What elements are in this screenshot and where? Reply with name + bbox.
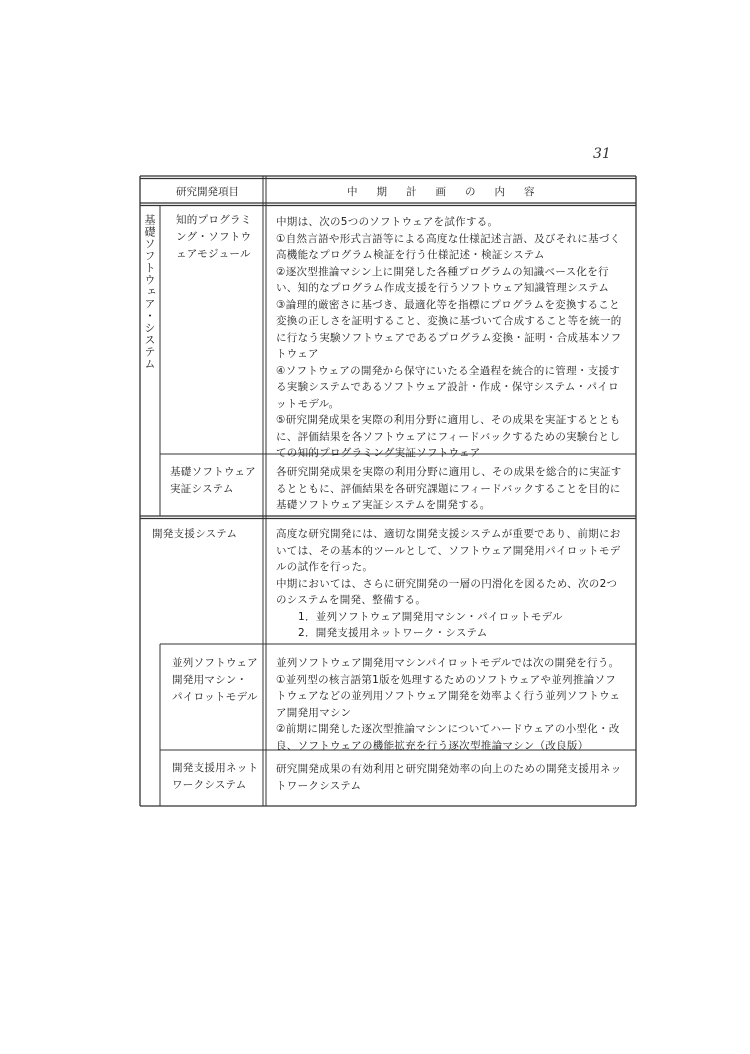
item-intelligent-programming: 知的プログラミング・ソフトウェアモジュール	[176, 214, 252, 260]
parallel-point-1: ①並列型の核言語第1版を処理するためのソフトウェアや並列推論ソフトウェアなどの並列用ソフトウェア開発を効率よく行う並列ソフトウェア開発用マシン	[276, 673, 621, 719]
parallel-intro: 並列ソフトウェア開発用マシンパイロットモデルでは次の開発を行う。	[276, 657, 620, 669]
dev-support-list-item: 2．開発支援用ネットワーク・システム	[298, 627, 488, 639]
dev-support-intro-1: 高度な研究開発には、適切な開発支援システムが重要であり、前期においては、その基本的ツールとして、ソフトウェア開発用パイロットモデルの試作を行った。	[276, 528, 621, 573]
header-plan-label: 中期計画の内容	[347, 186, 554, 198]
plan-point-4: ④ソフトウェアの開発から保守にいたる全過程を統合的に管理・支援する実験システムであるソフトウェア設計・作成・保守システム・パイロットモデル。	[276, 364, 621, 410]
dev-support-intro-2: 中期においては、さらに研究開発の一層の円滑化を図るため、次の2つのシステムを開発、整備する。	[276, 577, 618, 606]
plan-point-3: ③論理的厳密さに基づき、最適化等を指標にプログラムを変換すること変換の正しさを証明すること、変換に基づいて合成すること等を統一的に行なう実験ソフトウェアであるプログラム変換・証明・合成基本ソフトウェア	[276, 298, 622, 360]
item-basic-software-demo: 基礎ソフトウェア実証システム	[170, 466, 256, 495]
parallel-point-2: ②前期に開発した逐次型推論マシンについてハードウェアの小型化・改良、ソフトウェアの機能拡充を行う逐次型推論マシン（改良版）	[276, 723, 620, 752]
page-number: 31	[593, 146, 611, 162]
item-dev-network: 開発支援用ネットワークシステム	[172, 762, 259, 791]
plan-basic-software-demo: 各研究開発成果を実際の利用分野に適用し、その成果を総合的に実証するとともに、評価結果を各研究課題にフィードバックすることを目的に基礎ソフトウェア実証システムを開発する。	[276, 466, 622, 511]
plan-intro: 中期は、次の5つのソフトウェアを試作する。	[276, 216, 499, 228]
item-parallel-dev-machine: 並列ソフトウェア開発用マシン・パイロットモデル	[172, 657, 258, 703]
plan-dev-network: 研究開発成果の有効利用と研究開発効率の向上のための開発支援用ネットワークシステム	[276, 763, 622, 792]
dev-support-list-item: 1．並列ソフトウェア開発用マシン・パイロットモデル	[298, 610, 563, 623]
header-item-label: 研究開発項目	[176, 186, 239, 198]
section-title-basic-software: 基礎ソフトウェア・システム	[143, 214, 156, 370]
plan-parallel-dev-machine	[276, 655, 626, 754]
section-title-dev-support: 開発支援システム	[152, 528, 238, 540]
plan-point-5: ⑤研究開発成果を実際の利用分野に適用し、その成果を実証するとともに、評価結果を各ソフトウェアにフィードバックするための実験台としての知的プログラミング実証ソフトウェア	[276, 414, 621, 459]
plan-dev-support-intro	[276, 526, 626, 642]
plan-intelligent-programming	[276, 214, 626, 462]
plan-point-1: ①自然言語や形式言語等による高度な仕様記述言語、及びそれに基づく高機能なプログラム検証を行う仕様記述・検証システム	[276, 232, 621, 261]
plan-point-2: ②逐次型推論マシン上に開発した各種プログラムの知識ベース化を行い、知的なプログラム作成支援を行うソフトウェア知識管理システム	[276, 265, 610, 294]
